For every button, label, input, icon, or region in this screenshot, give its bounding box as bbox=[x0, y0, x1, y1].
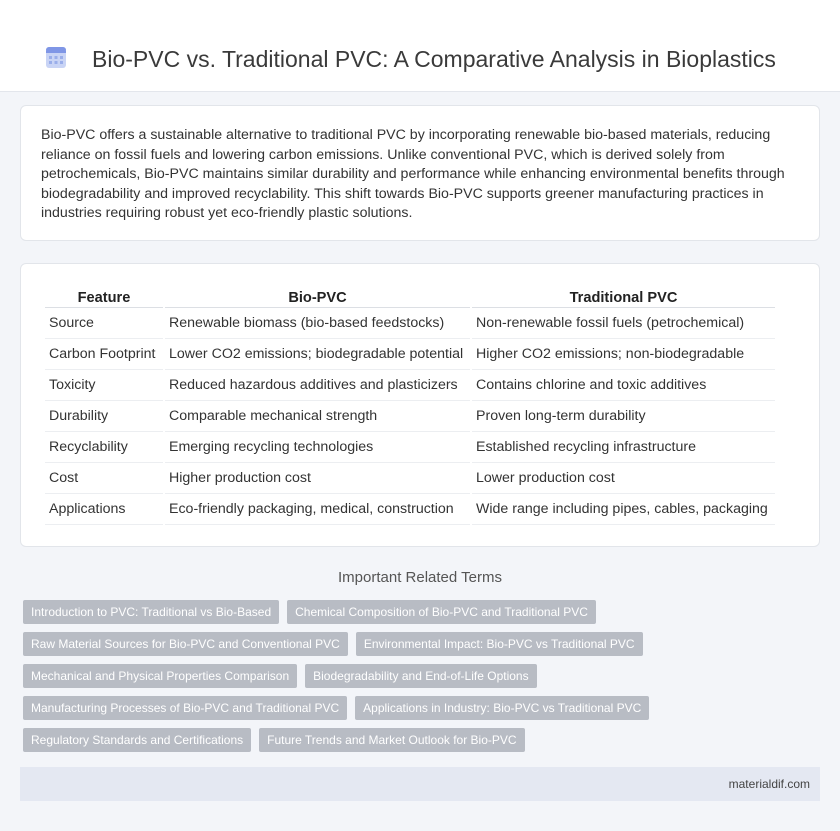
related-term-tag[interactable]: Chemical Composition of Bio-PVC and Traditional PVC bbox=[287, 600, 596, 624]
column-header-feature: Feature bbox=[45, 282, 163, 308]
tag-row bbox=[23, 600, 823, 624]
page-header bbox=[0, 0, 840, 92]
table-row bbox=[45, 432, 775, 463]
table-header-row bbox=[45, 282, 775, 308]
feature-cell: Source bbox=[45, 308, 163, 339]
bio-pvc-cell: Reduced hazardous additives and plasticizers bbox=[165, 370, 470, 401]
related-terms-title: Important Related Terms bbox=[338, 569, 502, 586]
related-term-tag[interactable]: Environmental Impact: Bio-PVC vs Traditional PVC bbox=[356, 632, 643, 656]
traditional-pvc-cell: Non-renewable fossil fuels (petrochemical) bbox=[472, 308, 775, 339]
bio-pvc-cell: Emerging recycling technologies bbox=[165, 432, 470, 463]
tag-row bbox=[23, 728, 823, 752]
table-row bbox=[45, 494, 775, 525]
tag-row bbox=[23, 696, 823, 720]
comparison-card bbox=[20, 263, 820, 547]
traditional-pvc-cell: Higher CO2 emissions; non-biodegradable bbox=[472, 339, 775, 370]
page-title: Bio-PVC vs. Traditional PVC: A Comparative Analysis in Bioplastics bbox=[92, 46, 776, 72]
table-row bbox=[45, 308, 775, 339]
traditional-pvc-cell: Established recycling infrastructure bbox=[472, 432, 775, 463]
feature-cell: Applications bbox=[45, 494, 163, 525]
table-row bbox=[45, 339, 775, 370]
tag-row bbox=[23, 632, 823, 656]
traditional-pvc-cell: Lower production cost bbox=[472, 463, 775, 494]
bio-pvc-cell: Eco-friendly packaging, medical, construction bbox=[165, 494, 470, 525]
footer bbox=[20, 767, 820, 801]
tag-row bbox=[23, 664, 823, 688]
column-header-traditional-pvc: Traditional PVC bbox=[472, 282, 775, 308]
bio-pvc-cell: Comparable mechanical strength bbox=[165, 401, 470, 432]
table-row bbox=[45, 463, 775, 494]
related-term-tag[interactable]: Regulatory Standards and Certifications bbox=[23, 728, 251, 752]
feature-cell: Durability bbox=[45, 401, 163, 432]
calendar-icon bbox=[45, 44, 67, 70]
related-term-tag[interactable]: Raw Material Sources for Bio-PVC and Conventional PVC bbox=[23, 632, 348, 656]
bio-pvc-cell: Renewable biomass (bio-based feedstocks) bbox=[165, 308, 470, 339]
related-term-tag[interactable]: Manufacturing Processes of Bio-PVC and Traditional PVC bbox=[23, 696, 347, 720]
table-row bbox=[45, 370, 775, 401]
intro-text: Bio-PVC offers a sustainable alternative to traditional PVC by incorporating renewable bio-based materials, reducing reliance on fossil fuels and lowering carbon emissions. Unlike conventional PVC, which is derived solely from petrochemicals, Bio-PVC maintains similar durability and performance while enhancing environmental benefits through biodegradability and improved recyclability. This shift towards Bio-PVC supports greener manufacturing practices in industries requiring robust yet eco-friendly plastic solutions. bbox=[41, 127, 785, 222]
related-term-tag[interactable]: Future Trends and Market Outlook for Bio-PVC bbox=[259, 728, 524, 752]
related-term-tag[interactable]: Mechanical and Physical Properties Comparison bbox=[23, 664, 297, 688]
traditional-pvc-cell: Contains chlorine and toxic additives bbox=[472, 370, 775, 401]
feature-cell: Cost bbox=[45, 463, 163, 494]
footer-site[interactable]: materialdif.com bbox=[728, 777, 810, 791]
bio-pvc-cell: Lower CO2 emissions; biodegradable potential bbox=[165, 339, 470, 370]
comparison-table bbox=[43, 282, 777, 525]
table-row bbox=[45, 401, 775, 432]
feature-cell: Carbon Footprint bbox=[45, 339, 163, 370]
feature-cell: Recyclability bbox=[45, 432, 163, 463]
related-terms-list bbox=[23, 600, 823, 760]
intro-card bbox=[20, 105, 820, 241]
related-term-tag[interactable]: Introduction to PVC: Traditional vs Bio-Based bbox=[23, 600, 279, 624]
related-term-tag[interactable]: Biodegradability and End-of-Life Options bbox=[305, 664, 536, 688]
traditional-pvc-cell: Wide range including pipes, cables, packaging bbox=[472, 494, 775, 525]
bio-pvc-cell: Higher production cost bbox=[165, 463, 470, 494]
related-term-tag[interactable]: Applications in Industry: Bio-PVC vs Traditional PVC bbox=[355, 696, 649, 720]
feature-cell: Toxicity bbox=[45, 370, 163, 401]
column-header-bio-pvc: Bio-PVC bbox=[165, 282, 470, 308]
traditional-pvc-cell: Proven long-term durability bbox=[472, 401, 775, 432]
